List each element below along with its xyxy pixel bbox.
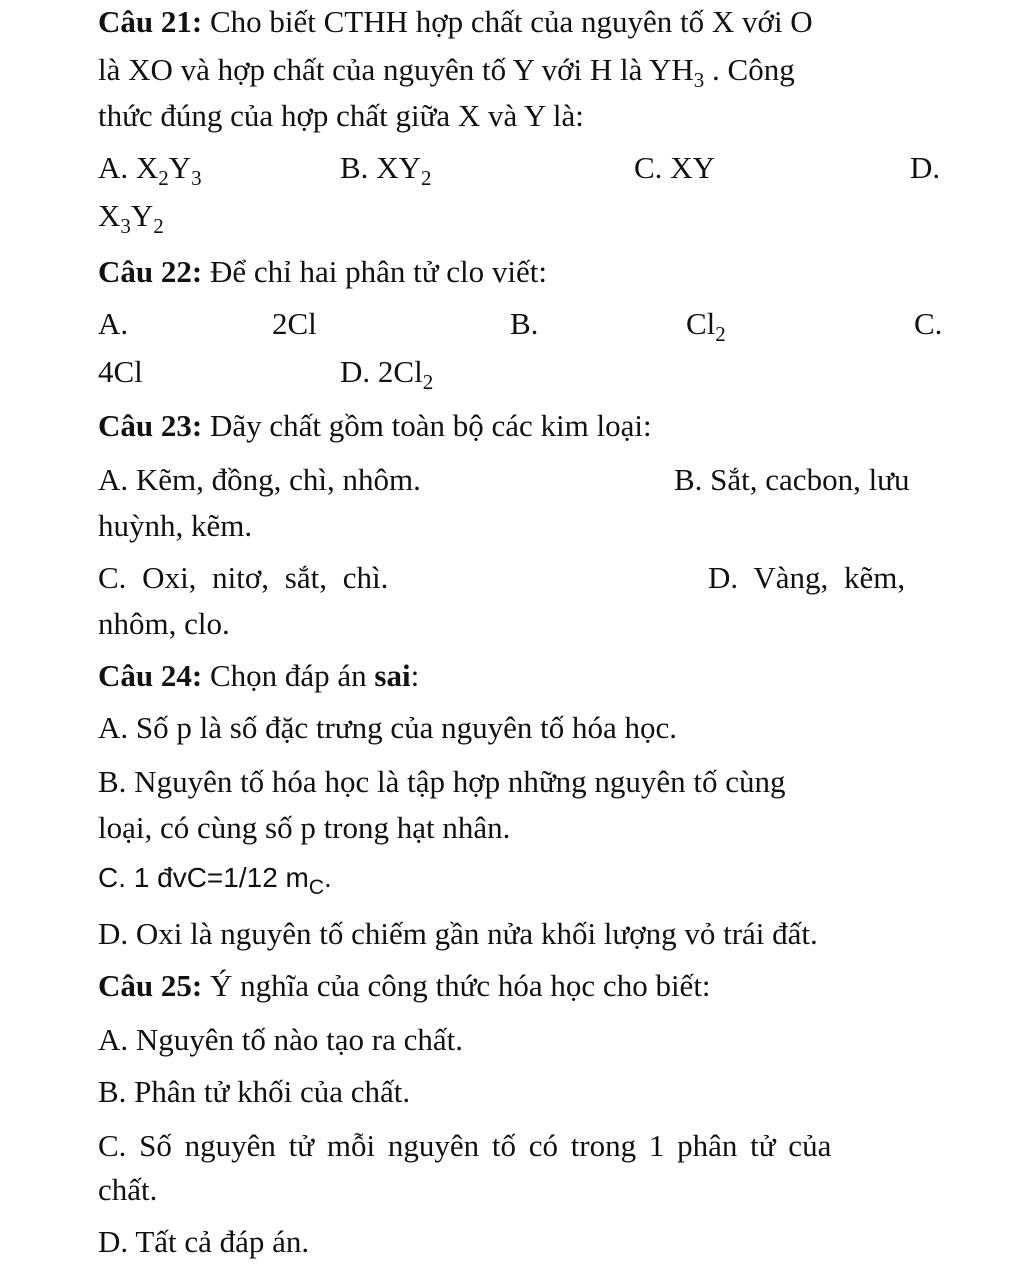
q23-label: Câu 23: [98,408,203,443]
q22-option-b[interactable]: $Cl_2$ [686,306,726,346]
q24-option-b[interactable]: B. Nguyên tố hóa học là tập hợp những nguyên tố cùng [98,764,786,799]
q25-option-b[interactable]: B. Phân tử khối của chất. [98,1074,411,1109]
q25-option-c[interactable]: C. Số nguyên tử mỗi nguyên tố có trong 1 phân tử của [98,1128,832,1163]
q25-question: Câu 25: Ý nghĩa của công thức hóa học cho biết: [98,968,711,1003]
q21-line-1 [98,2,813,42]
q23-option-d[interactable]: D. Vàng, kẽm, [708,560,906,595]
q24-option-b-cont[interactable]: loại, có cùng số p trong hạt nhân. [98,810,511,845]
q23-option-a[interactable]: A. Kẽm, đồng, chì, nhôm. [98,462,421,497]
q22-option-c-label[interactable]: C. [914,306,943,341]
q21-option-d[interactable]: $X_3Y_2$ [98,198,164,238]
q22-question: Câu 22: Để chỉ hai phân tử clo viết: [98,254,547,289]
q22-option-b-label[interactable]: B. [510,306,539,341]
q22-option-c[interactable]: 4Cl [98,354,143,389]
q25-label: Câu 25: [98,968,203,1003]
q21-text-1: Cho biết CTHH hợp chất của nguyên tố X với O [209,4,813,39]
q23-question: Câu 23: Dãy chất gồm toàn bộ các kim loại: [98,408,652,443]
q21-option-b[interactable]: B. $XY_2$ [340,150,432,190]
q22-option-a[interactable]: 2Cl [272,306,317,341]
q23-option-d-cont[interactable]: nhôm, clo. [98,606,230,641]
q22-option-d[interactable]: D. $2Cl_2$ [340,354,434,394]
q24-label: Câu 24: [98,658,203,693]
q24-option-d[interactable]: D. Oxi là nguyên tố chiếm gần nửa khối lượng vỏ trái đất. [98,916,818,951]
q24-option-a[interactable]: A. Số p là số đặc trưng của nguyên tố hóa học. [98,710,677,745]
q24-option-c[interactable]: C. 1 đvC=1/12 $m_C$. [98,862,332,899]
q21-option-a[interactable]: A. $X_2Y_3$ [98,150,202,190]
q23-option-b-cont[interactable]: huỳnh, kẽm. [98,508,253,543]
q21-option-c[interactable]: C. XY [634,150,715,185]
q21-line-2: là XO và hợp chất của nguyên tố Y với H là $YH_3$ . Công [98,52,795,92]
q22-label: Câu 22: [98,254,203,289]
q24-question: Câu 24: Chọn đáp án sai: [98,658,420,693]
q25-option-d[interactable]: D. Tất cả đáp án. [98,1224,310,1259]
q22-option-a-label[interactable]: A. [98,306,129,341]
q25-option-c-cont[interactable]: chất. [98,1172,158,1207]
q21-option-d-label[interactable]: D. [910,150,941,185]
q23-option-b[interactable]: B. Sắt, cacbon, lưu [674,462,910,497]
q23-option-c[interactable]: C. Oxi, nitơ, sắt, chì. [98,560,389,595]
q25-option-a[interactable]: A. Nguyên tố nào tạo ra chất. [98,1022,463,1057]
q21-line-3: thức đúng của hợp chất giữa X và Y là: [98,98,584,133]
q21-label: Câu 21: [98,4,203,39]
